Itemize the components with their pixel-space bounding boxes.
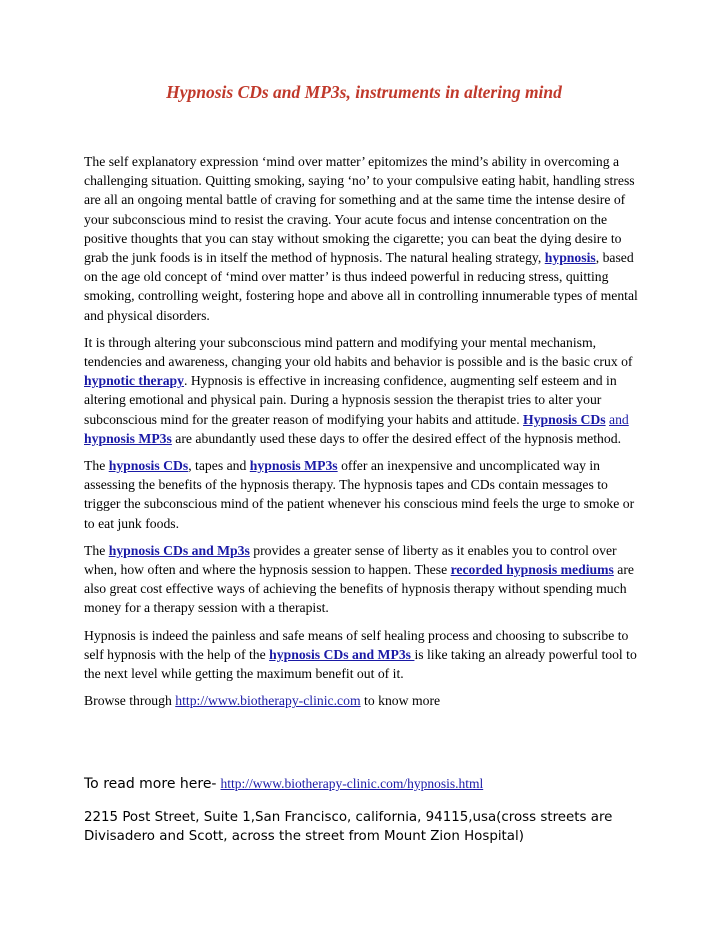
- and-link[interactable]: and: [609, 411, 629, 427]
- page-title: Hypnosis CDs and MP3s, instruments in altering mind: [166, 82, 562, 102]
- text: It is through altering your subconscious mind pattern and modifying your mental mechanism, tendencies and awareness, changing your old habits and behavior is possible and is the basic crux of: [84, 334, 633, 370]
- paragraph-2: [84, 333, 646, 448]
- text: are abundantly used these days to offer the desired effect of the hypnosis method.: [171, 430, 622, 446]
- paragraph-5: [84, 626, 646, 684]
- hypnosis-mp3s-link[interactable]: hypnosis MP3s: [249, 458, 338, 474]
- text: Hypnosis is indeed the painless and safe means of self healing process and choosing to subscribe to self hypnosis with the help of the: [84, 627, 629, 662]
- paragraph-3: [84, 456, 646, 533]
- hypnosis-cds-link[interactable]: hypnosis CDs: [108, 458, 189, 474]
- text: to know more: [360, 693, 441, 709]
- read-more-label: To read more here-: [84, 776, 217, 792]
- text: The: [84, 542, 109, 558]
- text: provides a greater sense of liberty as it enables you to control over when, how often and where the hypnosis session to happen. These: [84, 542, 617, 578]
- hypnosis-mp3s-link[interactable]: hypnosis MP3s: [84, 430, 172, 446]
- recorded-hypnosis-mediums-link[interactable]: recorded hypnosis mediums: [450, 562, 614, 578]
- text: is like taking an already powerful tool to the next level while getting the maximum benefit out of it.: [84, 646, 637, 682]
- hypnotic-therapy-link[interactable]: hypnotic therapy: [84, 373, 185, 389]
- hypnosis-cds-link[interactable]: Hypnosis CDs: [523, 411, 606, 427]
- text: Browse through: [84, 693, 176, 709]
- text: , tapes and: [188, 458, 250, 474]
- text: , based on the age old concept of ‘mind over matter’ is thus indeed powerful in reducing stress, quitting smoking, controlling weight, fostering hope and above all in controlling innumerable types of mental and physical disorders.: [84, 250, 638, 323]
- paragraph-1: [84, 152, 646, 325]
- paragraph-6: [84, 691, 646, 710]
- article-body: [84, 152, 646, 718]
- text: The: [84, 458, 109, 474]
- hypnosis-cds-and-mp3s-link[interactable]: hypnosis CDs and Mp3s: [108, 542, 250, 558]
- read-more-line: [84, 776, 684, 792]
- biotherapy-clinic-link[interactable]: http://www.biotherapy-clinic.com: [175, 693, 361, 709]
- hypnosis-cds-and-mp3s-link[interactable]: hypnosis CDs and MP3s: [269, 646, 415, 662]
- address-text: 2215 Post Street, Suite 1,San Francisco, california, 94115,usa(cross streets are Divisadero and Scott, across the street from Mount Zion Hospital): [84, 810, 613, 844]
- text: The self explanatory expression ‘mind over matter’ epitomizes the mind’s ability in overcoming a challenging situation. Quitting smoking, saying ‘no’ to your compulsive eating habit, handling stress are all an ongoing mental battle of craving for something and at the same time the intense desire of your subconscious mind to resist the craving. Your acute focus and intense concentration on the positive thoughts that you can stay without smoking the cigarette; you can beat the dying desire to grab the junk foods is in itself the method of hypnosis. The natural healing strategy,: [84, 154, 635, 266]
- text: offer an inexpensive and uncomplicated way in assessing the benefits of the hypnosis therapy. The hypnosis tapes and CDs contain messages to trigger the subconscious mind of the patient whenever his conscious mind feels the urge to smoke or to eat junk foods.: [84, 458, 635, 531]
- text: . Hypnosis is effective in increasing confidence, augmenting self esteem and in altering emotional and physical pain. During a hypnosis session the therapist tries to alter your subconscious mind for the greater reason of modifying your habits and attitude.: [84, 373, 617, 427]
- hypnosis-page-link[interactable]: http://www.biotherapy-clinic.com/hypnosis.html: [220, 776, 484, 791]
- paragraph-4: [84, 541, 646, 618]
- hypnosis-link[interactable]: hypnosis: [544, 250, 596, 266]
- text: are also great cost effective ways of achieving the benefits of hypnosis therapy without spending much money for a therapy session with a therapist.: [84, 562, 634, 616]
